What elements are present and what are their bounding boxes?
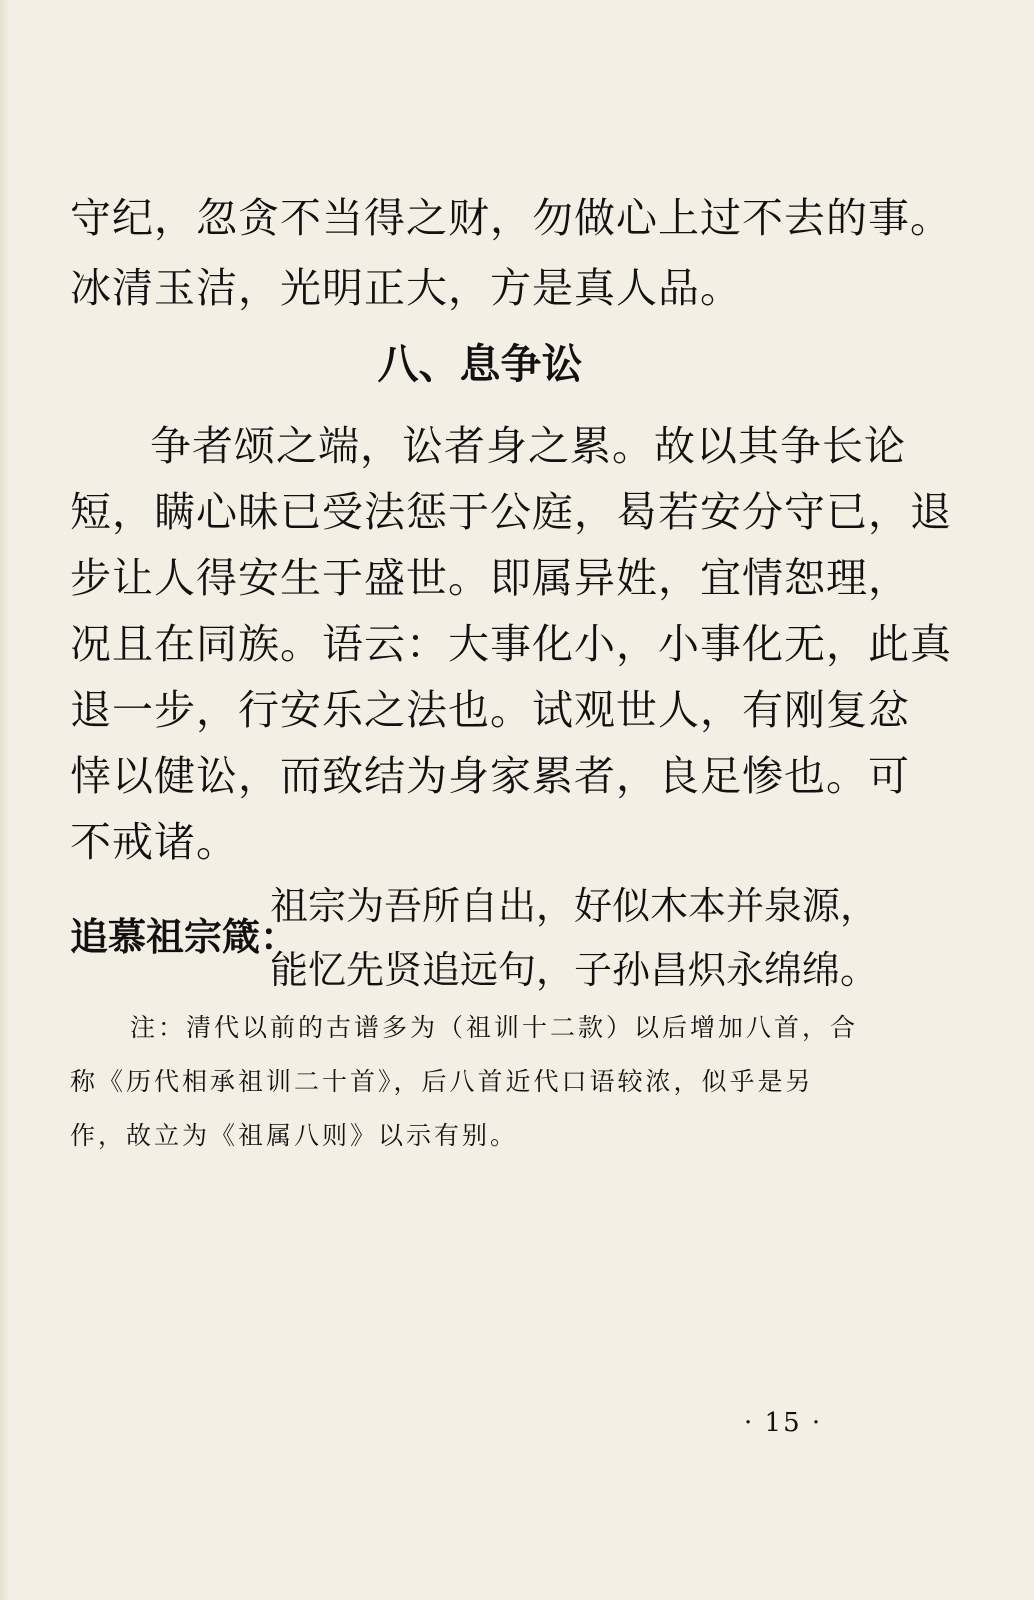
note-line-2: 称《历代相承祖训二十首》，后八首近代口语较浓，似乎是另 (70, 1067, 814, 1096)
section-line-4: 况且在同族。语云：大事化小，小事化无，此真 (70, 620, 952, 668)
zhen-title: 追慕祖宗箴： (70, 914, 299, 959)
page-number: · 15 · (744, 1408, 823, 1438)
zhen-verse-line-1: 祖宗为吾所自出，好似木本并泉源， (270, 884, 879, 928)
section-line-1: 争者颂之端，讼者身之累。故以其争长论 (150, 422, 906, 470)
zhen-verse-line-2: 能忆先贤追远句，子孙昌炽永绵绵。 (270, 948, 879, 992)
page-edge-shadow (0, 0, 10, 1600)
section-line-5: 退一步，行安乐之法也。试观世人，有刚复忿 (70, 686, 910, 734)
note-line-3: 作，故立为《祖属八则》以示有别。 (70, 1121, 519, 1150)
continuation-line-1: 守纪，忽贪不当得之财，勿做心上过不去的事。 (70, 194, 952, 242)
section-line-6: 悻以健讼，而致结为身家累者，良足惨也。可 (70, 752, 910, 800)
note-line-1: 注：清代以前的古谱多为（祖训十二款）以后增加八首，合 (130, 1013, 859, 1042)
section-line-7: 不戒诸。 (70, 818, 238, 866)
section-line-2: 短，瞒心昧已受法惩于公庭，曷若安分守已，退 (70, 488, 952, 536)
section-heading: 八、息争讼 (377, 340, 583, 388)
section-line-3: 步让人得安生于盛世。即属异姓，宜情恕理， (70, 554, 910, 602)
continuation-line-2: 冰清玉洁，光明正大，方是真人品。 (70, 264, 742, 312)
